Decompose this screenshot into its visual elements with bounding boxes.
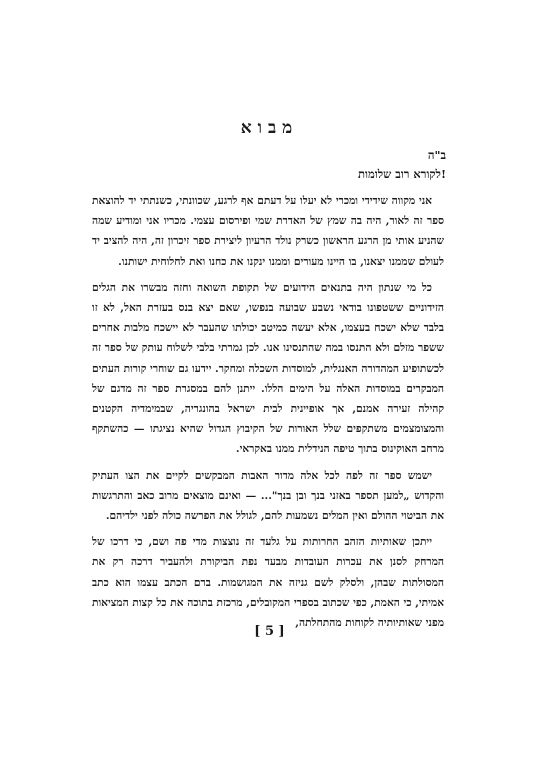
paragraph-1: אני מקווה שידידי ומכרי לא יעלו על דעתם אף לרגע, שכוונתי, כשנתתי יד להוצאת ספר זה לאור, היה בה שמץ של האדרת שמי ופירסום עצמי. מכריו אני ומודיע שמה שהניע אותי מן הרגע הראשון כשרק נולד הרעיון ליצירת ספר זיכרון זה, היה להציב יד לעולם שממנו יצאנו, בו היינו מעורים וממנו ינקנו את כחנו ואת לחלוחית ישותנו. — [92, 195, 444, 268]
body-text — [92, 191, 444, 639]
greeting-line: לקורא רוב שלומות! — [358, 167, 446, 181]
paragraph-2: כל מי שנתון היה בתנאים הידועים של תקופת השואה וחזה מבשרו את הגלים הזידוניים ששטפונו בודאי נשבע שבועה בנפשו, שאם יצא בנס בעזרת האל, לא זו בלבד שלא ישכח בעצמו, אלא יעשה כמיטב יכולתו שהעבר לא יישכח מלבות אחרים ששפר מזלם ולא התנסו במה שהתנסינו אנו. לכן גמרתי בלבי לשלוח עותק של ספר זה לכשתופיע המהדורה האנגלית, למוסדות השכלה ומחקר. יידעו גם שוחרי קורות העתים המבקרים במוסדות האלה על הימים הללו. ייתנן להם במסגרת ספר זה מדגם של קהילה זעירה אמנם, אך אופיינית לבית ישראל בהונגריה, שבמימדיה הקטנים והמצומצמים משתקפים שלל האורות של הקיבוץ הגדול שהיא נציגתו — כהשתקף מרחב האוקינוס בתוך טיפה הנידלית ממנו באקראי. — [91, 281, 444, 456]
page-title: מבוא — [240, 118, 299, 138]
bh-header: ב"ה — [427, 148, 446, 162]
paragraph-4: ייתכן שאותיות הזהב החרותות על גלעד זה נוצצות מדי פה ושם, כי דרכו של המרחק לסנן את עכרות העובדות מבעד נפת הביקורת ולהעביר דרכה רק את המסולתות שבהן, ולסלק לשם גניזה את המגושמות. ברם הכתב עצמו הוא כתב אמיתי, כי האמת, כפי שכתוב בספרי המקובלים, מרכזת בתוכה את כל קצות המציאות מפני שאותיותיה לקוחות מהתחלתה, — [92, 536, 444, 630]
page-number: [ 5 ] — [254, 624, 285, 639]
paragraph-3: ישמש ספר זה לפה לכל אלה מדור האבות המבקשים לקיים את הצו העתיק והקדוש „למען תספר באזני בנך ובן בנך"... — ואינם מוצאים מרוב כאב והתרגשות את הביטוי ההולם ואין המלים נשמעות להם, לגולל את הפרשה כולה לפני ילדיהם. — [92, 469, 444, 523]
